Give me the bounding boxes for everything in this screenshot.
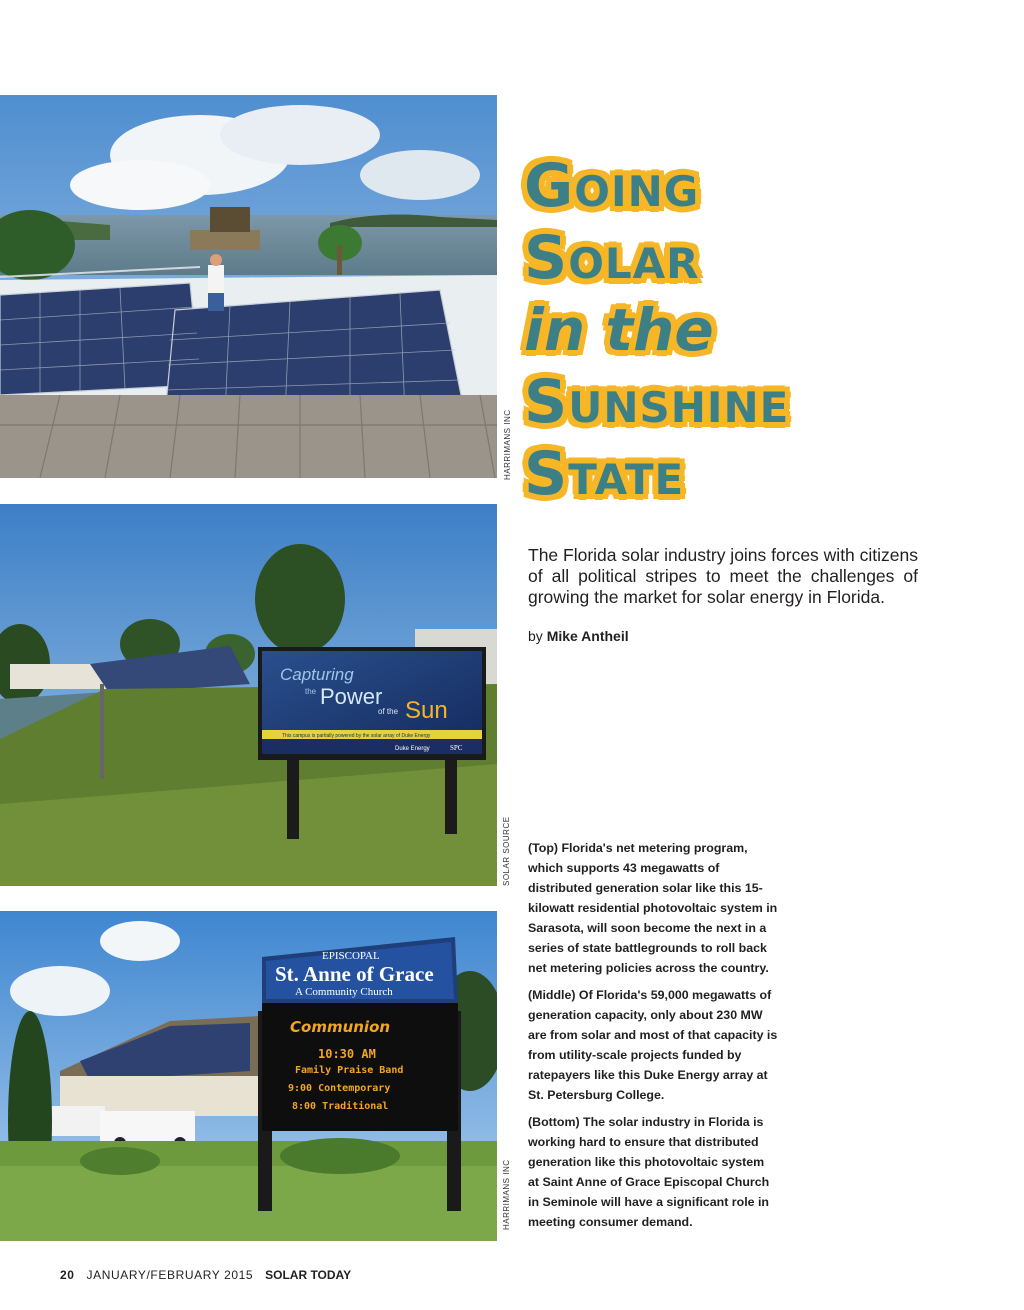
caption-middle: (Middle) Of Florida's 59,000 megawatts of generation capacity, only about 230 MW are from solar and most of that capacity is from utility-scale projects funded by ratepayers like this Duke Energy array at St. Petersburg College. bbox=[528, 988, 778, 1102]
caption-top: (Top) Florida's net metering program, which supports 43 megawatts of distributed generation solar like this 15-kilowatt residential photovoltaic system in Sarasota, will soon become the next in a series of state battlegrounds to roll back net metering policies across the country. bbox=[528, 841, 778, 975]
photo-st-anne-church bbox=[0, 911, 497, 1241]
title-solar: Solar bbox=[524, 223, 700, 293]
photo-duke-energy-array bbox=[0, 504, 497, 886]
byline bbox=[528, 628, 629, 644]
sign-of-the: of the bbox=[378, 707, 399, 716]
photo-credit-top: HARRIMANS INC bbox=[503, 409, 512, 480]
led-traditional: 8:00 Traditional bbox=[292, 1101, 389, 1112]
title-state: State bbox=[524, 439, 685, 509]
magazine-name: SOLAR TODAY bbox=[265, 1268, 352, 1282]
sign-duke-energy: Duke Energy bbox=[395, 746, 430, 752]
led-contemporary: 9:00 Contemporary bbox=[288, 1083, 391, 1094]
sign-episcopal: EPISCOPAL bbox=[322, 950, 380, 962]
issue-date: JANUARY/FEBRUARY 2015 bbox=[86, 1268, 254, 1282]
photo-credit-middle: SOLAR SOURCE bbox=[502, 816, 511, 886]
sign-strip: This campus is partially powered by the solar array of Duke Energy bbox=[282, 733, 431, 739]
byline-author: Mike Antheil bbox=[546, 628, 629, 644]
title-in-the: in the bbox=[524, 296, 714, 364]
title-sunshine: Sunshine bbox=[524, 367, 790, 437]
led-family: Family Praise Band bbox=[295, 1065, 404, 1076]
sign-sun: Sun bbox=[405, 697, 448, 724]
page-number: 20 bbox=[60, 1268, 75, 1282]
caption-bottom: (Bottom) The solar industry in Florida is working hard to ensure that distributed generation like this photovoltaic system at Saint Anne of Grace Episcopal Church in Seminole will have a significant role in meeting consumer demand. bbox=[528, 1115, 770, 1229]
article-deck: The Florida solar industry joins forces with citizens of all political stripes to meet the challenges of growing the market for solar energy in Florida. bbox=[528, 545, 919, 607]
sign-spc: SPC bbox=[450, 744, 463, 752]
sign-community-church: A Community Church bbox=[295, 986, 393, 998]
photo-credit-bottom: HARRIMANS INC bbox=[502, 1159, 511, 1230]
title-going: Going bbox=[524, 151, 700, 221]
led-1030: 10:30 AM bbox=[318, 1047, 376, 1061]
page-footer bbox=[60, 1268, 351, 1282]
byline-prefix: by bbox=[528, 628, 543, 644]
led-communion: Communion bbox=[290, 1018, 391, 1036]
photo-rooftop-solar bbox=[0, 95, 497, 478]
photo-captions bbox=[528, 838, 778, 1239]
article-title bbox=[524, 150, 1004, 510]
sign-power: Power bbox=[320, 684, 383, 709]
sign-st-anne: St. Anne of Grace bbox=[275, 962, 434, 986]
sign-capturing: Capturing bbox=[280, 665, 354, 684]
sign-the: the bbox=[305, 687, 317, 696]
